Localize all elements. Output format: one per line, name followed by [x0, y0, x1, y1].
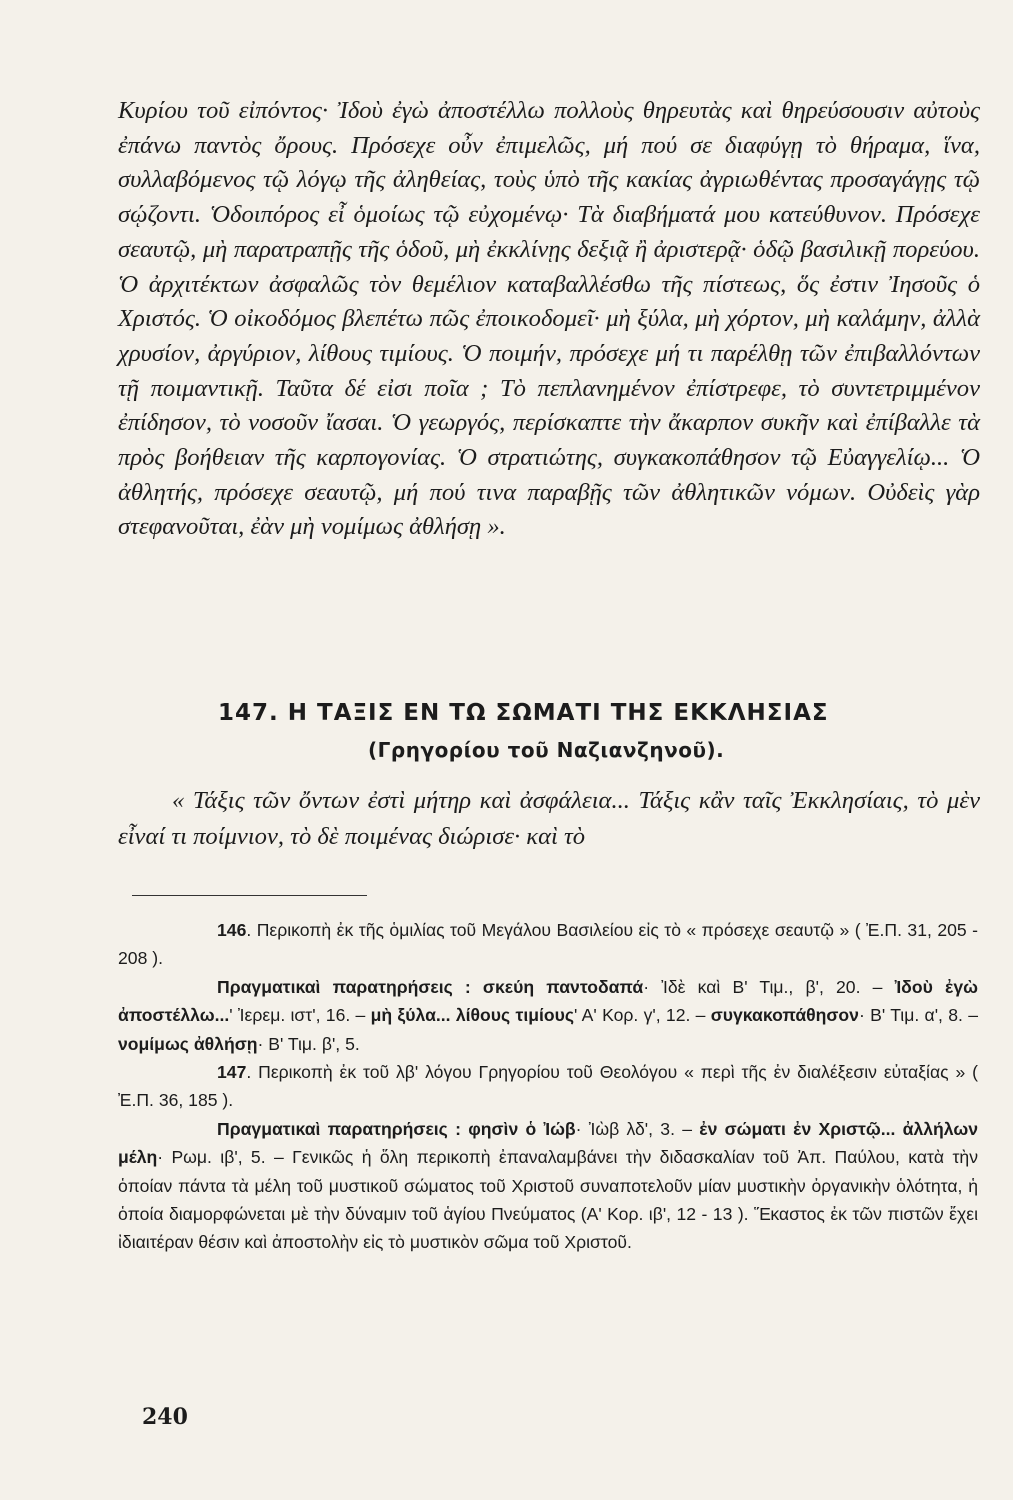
- note-ref: · Ἰὼβ λδ', 3. –: [575, 1118, 692, 1139]
- footnote-146: [118, 916, 978, 973]
- footnote-divider: [132, 895, 367, 896]
- footnote-number: 146: [217, 920, 247, 940]
- main-text-block: [118, 94, 980, 545]
- footnote-147-observations: [118, 1115, 978, 1257]
- note-ref: · Β' Τιμ. α', 8. –: [858, 1005, 978, 1026]
- note-term: φησὶν ὁ Ἰώβ: [468, 1118, 576, 1139]
- note-term: συγκακοπάθησον: [710, 1005, 859, 1026]
- footnote-147: [118, 1058, 978, 1115]
- note-ref: ' Ἰερεμ. ιστ', 16. –: [229, 1005, 366, 1026]
- note-ref: ' Α' Κορ. γ', 12. –: [574, 1005, 706, 1026]
- footnote-source: . Περικοπὴ ἐκ τῆς ὁμιλίας τοῦ Μεγάλου Βασιλείου εἰς τὸ « πρόσεχε σεαυτῷ » ( Ἐ.Π. 31, 205 - 208 ).: [118, 920, 978, 969]
- observations-label: Πραγματικαὶ παρατηρήσεις :: [217, 976, 471, 997]
- note-term: Ἰδοὺ ἐγὼ ἀποστέλλω...: [118, 976, 978, 1026]
- footnotes: [118, 916, 978, 1257]
- observations-label: Πραγματικαὶ παρατηρήσεις :: [217, 1118, 461, 1139]
- quote-paragraph: « Τάξις τῶν ὄντων ἐστὶ μήτηρ καὶ ἀσφάλεια... Τάξις κἂν ταῖς Ἐκκλησίαις, τὸ μὲν εἶναί τι ποίμνιον, τὸ δὲ ποιμένας διώρισε· καὶ τὸ: [118, 787, 980, 850]
- main-paragraph: Κυρίου τοῦ εἰπόντος· Ἰδοὺ ἐγὼ ἀποστέλλω πολλοὺς θηρευτὰς καὶ θηρεύσουσιν αὐτοὺς ἐπάνω παντὸς ὄρους. Πρόσεχε οὖν ἐπιμελῶς, μή πού σε διαφύγῃ τὸ θήραμα, ἵνα, συλλαβόμενος τῷ λόγῳ τῆς ἀληθείας, τοὺς ὑπὸ τῆς κακίας ἀγριωθέντας προσαγάγῃς τῷ σῴζοντι. Ὁδοιπόρος εἶ ὁμοίως τῷ εὐχομένῳ· Τὰ διαβήματά μου κατεύθυνον. Πρόσεχε σεαυτῷ, μὴ παρατραπῇς τῆς ὁδοῦ, μὴ ἐκκλίνῃς δεξιᾷ ἢ ἀριστερᾷ· ὁδῷ βασιλικῇ πορεύου. Ὁ ἀρχιτέκτων ἀσφαλῶς τὸν θεμέλιον καταβαλλέσθω τῆς πίστεως, ὅς ἐστιν Ἰησοῦς ὁ Χριστός. Ὁ οἰκοδόμος βλεπέτω πῶς ἐποικοδομεῖ· μὴ ξύλα, μὴ χόρτον, μὴ καλάμην, ἀλλὰ χρυσίον, ἀργύριον, λίθους τιμίους. Ὁ ποιμήν, πρόσεχε μή τι παρέλθῃ τῶν ἐπιβαλλόντων τῇ ποιμαντικῇ. Ταῦτα δέ εἰσι ποῖα ; Τὸ πεπλανημένον ἐπίστρεφε, τὸ συντετριμμένον ἐπίδησον, τὸ νοσοῦν ἴασαι. Ὁ γεωργός, περίσκαπτε τὴν ἄκαρπον συκῆν καὶ ἐπίβαλλε τὰ πρὸς βοήθειαν τῆς καρπογονίας. Ὁ στρατιώτης, συγκακοπάθησον τῷ Εὐαγγελίῳ... Ὁ ἀθλητής, πρόσεχε σεαυτῷ, μή πού τινα παραβῇς τῶν ἀθλητικῶν νόμων. Οὐδεὶς γὰρ στεφανοῦται, ἐὰν μὴ νομίμως ἀθλήσῃ ».: [118, 97, 980, 541]
- section-quote: [118, 783, 980, 855]
- note-ref: · Β' Τιμ. β', 5.: [257, 1033, 360, 1054]
- note-ref: · Ρωμ. ιβ', 5. – Γενικῶς ἡ ὅλη περικοπὴ ἐπαναλαμβάνει τὴν διδασκαλίαν τοῦ Ἀπ. Παύλου, κατὰ τὴν ὁποίαν πάντα τὰ μέλη τοῦ μυστικοῦ σώματος τοῦ Χριστοῦ συναποτελοῦν μίαν μυστικὴν ὀργανικὴν ὁλότητα, ἡ ὁποία διαμορφώνεται μὲ τὴν δύναμιν τοῦ ἁγίου Πνεύματος (Α' Κορ. ιβ', 12 - 13 ). Ἕκαστος ἐκ τῶν πιστῶν ἔχει ἰδιαιτέραν θέσιν καὶ ἀποστολὴν εἰς τὸ μυστικὸν σῶμα τοῦ Χριστοῦ.: [118, 1147, 978, 1253]
- note-ref: · Ἰδὲ καὶ Β' Τιμ., β', 20. –: [643, 976, 883, 997]
- footnote-source: . Περικοπὴ ἐκ τοῦ λβ' λόγου Γρηγορίου τοῦ Θεολόγου « περὶ τῆς ἐν διαλέξεσιν εὐταξίας » ( Ἐ.Π. 36, 185 ).: [118, 1062, 978, 1111]
- footnote-146-observations: [118, 973, 978, 1058]
- note-term: ἐν σώματι ἐν Χριστῷ... ἀλλήλων μέλη: [118, 1118, 978, 1168]
- page-number: 240: [142, 1404, 188, 1430]
- note-term: νομίμως ἀθλήσῃ: [118, 1033, 258, 1054]
- note-term: μὴ ξύλα... λίθους τιμίους: [370, 1005, 574, 1026]
- footnote-number: 147: [217, 1062, 247, 1083]
- section-subheading: (Γρηγορίου τοῦ Ναζιανζηνοῦ).: [368, 738, 725, 762]
- note-term: σκεύη παντοδαπά: [482, 976, 644, 997]
- section-heading: 147. Η ΤΑΞΙΣ ΕΝ ΤΩ ΣΩΜΑΤΙ ΤΗΣ ΕΚΚΛΗΣΙΑΣ: [218, 700, 829, 726]
